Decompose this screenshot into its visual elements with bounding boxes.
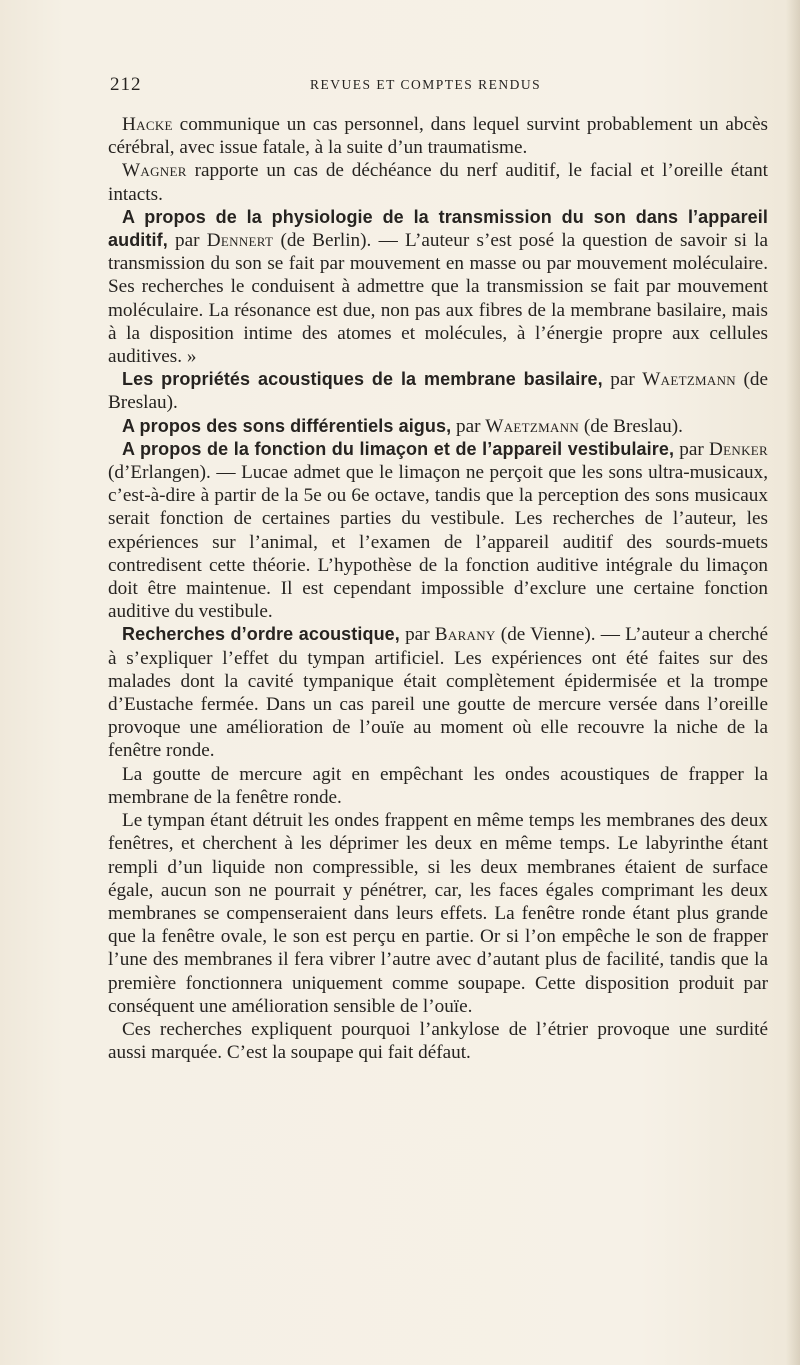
paragraph-barany xyxy=(108,623,768,762)
paragraph-tympan: Le tympan étant détruit les ondes frappent en même temps les membranes des deux fenêtres, et cherchent à les déprimer les deux en même temps. Le labyrinthe étant rempli d’un liquide non compressible, si les deux membranes étaient de surface égale, aucun son ne pourrait y pénétrer, car, les faces égales comprimant les deux membranes se compenseraient dans leurs effets. La fenêtre ronde étant plus grande que la fenêtre ovale, le son est perçu en partie. Or si l’on empêche le son de frapper l’une des membranes il fera vibrer l’autre avec d’autant plus de facilité, tandis que la première fonctionnera uniquement comme soupape. Cette disposition produit par conséquent une amélioration sensible de l’ouïe. xyxy=(108,810,768,1017)
by-word: par xyxy=(451,415,486,437)
page-edge-shadow xyxy=(786,0,800,1365)
paragraph-denker xyxy=(108,438,768,624)
author-name: Waetzmann xyxy=(485,415,580,437)
author-name: Dennert xyxy=(206,230,274,252)
paragraph-mercure: La goutte de mercure agit en empêchant les ondes acoustiques de frapper la membrane de la fenêtre ronde. xyxy=(108,763,768,808)
section-heading: A propos de la fonction du limaçon et de l’appareil vestibulaire, xyxy=(122,438,675,459)
author-name: Hacke xyxy=(122,114,173,135)
paragraph-text: (de Vienne). — L’auteur a cherché à s’expliquer l’effet du tympan artificiel. Les expériences ont été faites sur des malades dont la cavité tympanique était complètement épidermisée et la trompe d’Eustache fermée. Dans un cas pareil une goutte de mercure versée dans l’oreille provoque une amélioration de l’ouïe au moment où elle recouvre la niche de la fenêtre ronde. xyxy=(108,624,769,762)
paragraph-hacke xyxy=(108,113,768,159)
section-heading: Les propriétés acoustiques de la membrane basilaire, xyxy=(122,369,603,390)
paragraph-ankylose: Ces recherches expliquent pourquoi l’ankylose de l’étrier provoque une surdité aussi marquée. C’est la soupape qui fait défaut. xyxy=(108,1018,768,1064)
paragraph-wagner xyxy=(108,159,768,205)
paragraph-waetzmann-membrane xyxy=(108,368,768,414)
by-word: par xyxy=(602,369,643,391)
by-word: par xyxy=(674,438,709,460)
paragraph-text: (de Berlin). — L’auteur s’est posé la question de savoir si la transmission du son se fait par mouvement en masse ou par mouvement moléculaire. Ses recherches le conduisent à admettre que la transmission se fait par mouvement moléculaire. La résonance est due, non pas aux fibres de la membrane basilaire, mais à la disposition intime des atomes et molécules, à l’énergie propre aux cellules auditives. » xyxy=(108,230,768,368)
paragraph-waetzmann-sons xyxy=(108,415,768,438)
paragraph-text: (de Breslau). xyxy=(579,415,683,437)
running-header xyxy=(110,72,765,100)
running-title: REVUES ET COMPTES RENDUS xyxy=(310,77,542,92)
author-name: Waetzmann xyxy=(642,369,736,391)
paragraph-text: (d’Erlangen). — Lucae admet que le limaçon ne perçoit que les sons ultra-musicaux, c’est-à-dire à partir de la 5e ou 6e octave, tandis que la perception des sons musicaux serait fonction de certaines parties du vestibule. Les recherches de l’auteur, les expériences sur l’animal, et l’examen de l’appareil auditif des sourds-muets contredisent cette théorie. L’hypothèse de la fonction auditive intégrale du limaçon doit être maintenue. Il est cependant impossible d’exclure une certaine fonction auditive du vestibule. xyxy=(108,462,768,623)
paragraph-text: rapporte un cas de déchéance du nerf auditif, le facial et l’oreille étant intacts. xyxy=(108,160,768,205)
author-name: Denker xyxy=(709,438,768,460)
by-word: par xyxy=(399,624,435,646)
section-heading: Recherches d’ordre acoustique, xyxy=(122,624,400,645)
page-number: 212 xyxy=(110,74,142,95)
section-heading: A propos de la physiologie de la transmission du son dans l’appareil auditif, xyxy=(108,206,768,251)
paragraph-text: communique un cas personnel, dans lequel survint probablement un abcès cérébral, avec issue fatale, à la suite d’un traumatisme. xyxy=(108,114,768,159)
by-word: par xyxy=(167,230,207,252)
article-body xyxy=(108,113,768,1064)
author-name: Wagner xyxy=(122,160,187,182)
section-heading: A propos des sons différentiels aigus, xyxy=(122,415,452,436)
paragraph-text: (de Breslau). xyxy=(108,369,768,414)
paragraph-dennert xyxy=(108,206,768,368)
author-name: Barany xyxy=(434,624,496,646)
